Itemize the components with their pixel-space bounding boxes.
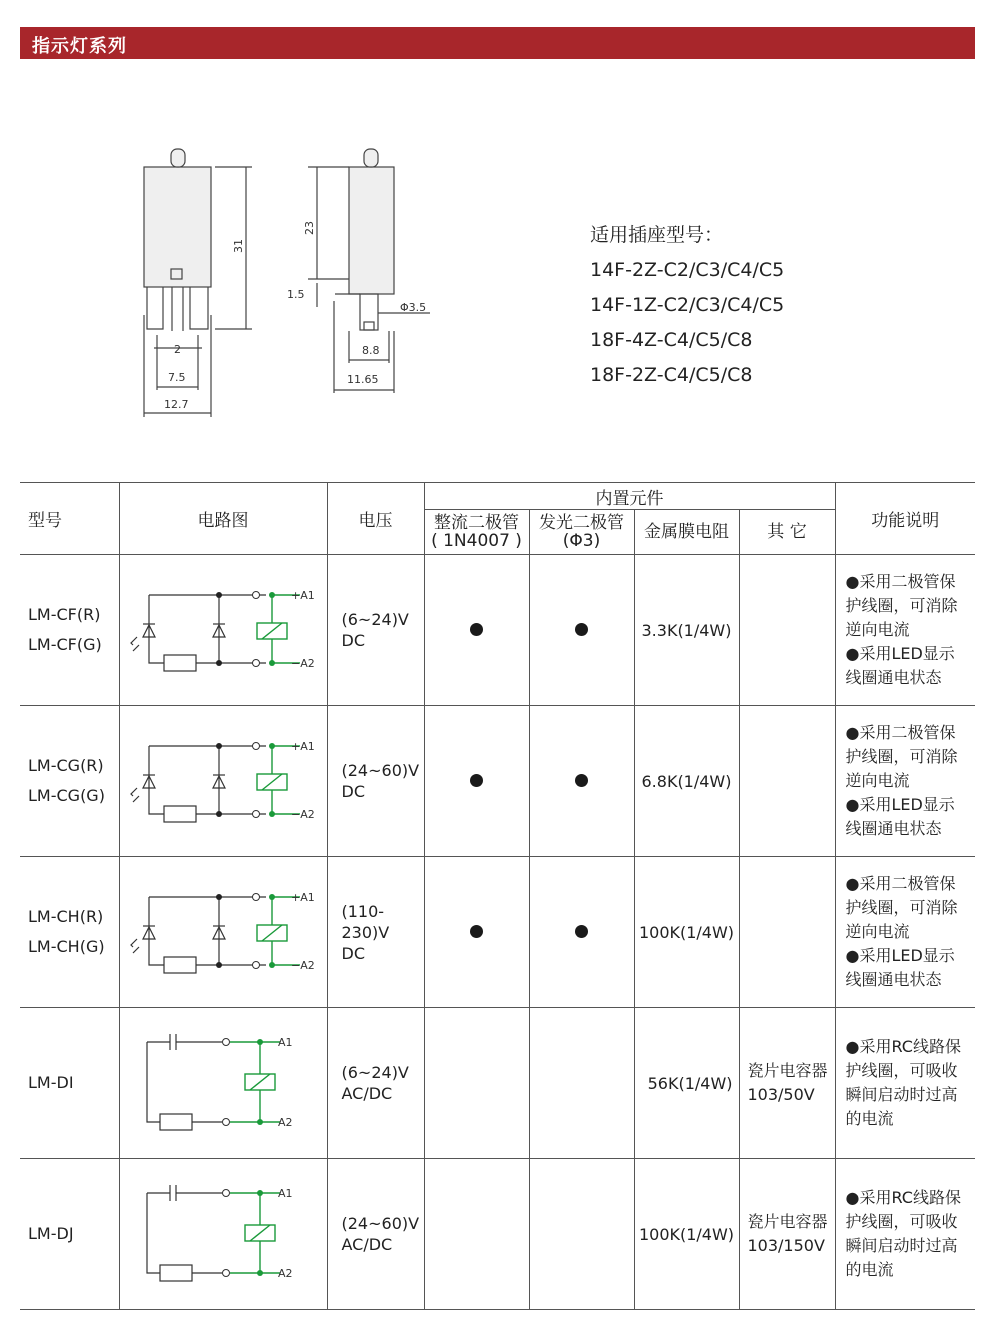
socket-list bbox=[590, 218, 784, 393]
circuit-diagram-led bbox=[119, 555, 327, 706]
header-function: 功能说明 bbox=[835, 483, 975, 555]
circuit-diagram-led bbox=[119, 857, 327, 1008]
function-cell: ●采用二极管保 护线圈，可消除 逆向电流 ●采用LED显示 线圈通电状态 bbox=[835, 857, 975, 1008]
function-cell: ●采用二极管保 护线圈，可消除 逆向电流 ●采用LED显示 线圈通电状态 bbox=[835, 706, 975, 857]
included-dot bbox=[575, 623, 588, 636]
rect-diode-cell bbox=[424, 555, 529, 706]
led-cell bbox=[529, 1159, 634, 1310]
svg-text:A2: A2 bbox=[277, 1116, 293, 1129]
led-cell bbox=[529, 1008, 634, 1159]
table-row bbox=[20, 1159, 975, 1310]
voltage-cell: (110-230)V DC bbox=[327, 857, 424, 1008]
section-title: 指示灯系列 bbox=[32, 36, 127, 57]
model-cell: LM-CF(R) LM-CF(G) bbox=[20, 555, 119, 706]
dim-11-65-label: 11.65 bbox=[347, 373, 379, 386]
rect-diode-cell bbox=[424, 1008, 529, 1159]
svg-text:A1: A1 bbox=[277, 1187, 293, 1200]
table-row bbox=[20, 1008, 975, 1159]
header-led: 发光二极管 (Φ3) bbox=[529, 510, 634, 555]
header-rect-diode: 整流二极管 ( 1N4007 ) bbox=[424, 510, 529, 555]
socket-item: 18F-2Z-C4/C5/C8 bbox=[590, 364, 753, 386]
table-header-row bbox=[20, 483, 975, 510]
svg-text:+A1: +A1 bbox=[290, 740, 315, 753]
svg-text:A2: A2 bbox=[277, 1267, 293, 1280]
table-row bbox=[20, 857, 975, 1008]
resistor-cell: 56K(1/4W) bbox=[634, 1008, 739, 1159]
svg-text:+A1: +A1 bbox=[290, 589, 315, 602]
dim-phi-3-5-label: Φ3.5 bbox=[400, 301, 427, 314]
other-cell: 瓷片电容器 103/50V bbox=[739, 1008, 835, 1159]
resistor-cell: 100K(1/4W) bbox=[634, 1159, 739, 1310]
rect-diode-cell bbox=[424, 857, 529, 1008]
section-header bbox=[20, 27, 975, 59]
resistor-cell: 100K(1/4W) bbox=[634, 857, 739, 1008]
other-cell bbox=[739, 857, 835, 1008]
header-voltage: 电压 bbox=[327, 483, 424, 555]
included-dot bbox=[575, 774, 588, 787]
model-cell: LM-CG(R) LM-CG(G) bbox=[20, 706, 119, 857]
resistor-cell: 6.8K(1/4W) bbox=[634, 706, 739, 857]
included-dot bbox=[470, 925, 483, 938]
included-dot bbox=[575, 925, 588, 938]
circuit-diagram-led bbox=[119, 706, 327, 857]
dim-7-5-label: 7.5 bbox=[168, 371, 186, 384]
voltage-cell: (24~60)V DC bbox=[327, 706, 424, 857]
other-cell bbox=[739, 706, 835, 857]
circuit-diagram-rc bbox=[119, 1008, 327, 1159]
svg-text:A1: A1 bbox=[277, 1036, 293, 1049]
socket-item: 18F-4Z-C4/C5/C8 bbox=[590, 329, 753, 351]
dim-23-label: 23 bbox=[303, 221, 316, 235]
socket-item: 14F-2Z-C2/C3/C4/C5 bbox=[590, 259, 785, 281]
svg-text:+A1: +A1 bbox=[290, 891, 315, 904]
header-circuit: 电路图 bbox=[119, 483, 327, 555]
other-cell: 瓷片电容器 103/150V bbox=[739, 1159, 835, 1310]
socket-item: 14F-1Z-C2/C3/C4/C5 bbox=[590, 294, 785, 316]
function-cell: ●采用RC线路保 护线圈，可吸收 瞬间启动时过高 的电流 bbox=[835, 1159, 975, 1310]
spec-table bbox=[20, 482, 975, 1310]
rect-diode-cell bbox=[424, 706, 529, 857]
model-cell: LM-DJ bbox=[20, 1159, 119, 1310]
included-dot bbox=[470, 623, 483, 636]
header-builtin: 内置元件 bbox=[424, 483, 835, 510]
led-cell bbox=[529, 857, 634, 1008]
model-cell: LM-DI bbox=[20, 1008, 119, 1159]
dimension-drawing bbox=[120, 135, 450, 425]
svg-text:−A2: −A2 bbox=[290, 657, 315, 670]
header-model: 型号 bbox=[20, 483, 119, 555]
header-resistor: 金属膜电阻 bbox=[634, 510, 739, 555]
resistor-cell: 3.3K(1/4W) bbox=[634, 555, 739, 706]
function-cell: ●采用RC线路保 护线圈，可吸收 瞬间启动时过高 的电流 bbox=[835, 1008, 975, 1159]
dim-31-label: 31 bbox=[232, 239, 245, 253]
function-cell: ●采用二极管保 护线圈，可消除 逆向电流 ●采用LED显示 线圈通电状态 bbox=[835, 555, 975, 706]
led-cell bbox=[529, 555, 634, 706]
voltage-cell: (6~24)V AC/DC bbox=[327, 1008, 424, 1159]
rect-diode-cell bbox=[424, 1159, 529, 1310]
other-cell bbox=[739, 555, 835, 706]
socket-list-title: 适用插座型号： bbox=[590, 224, 724, 246]
svg-text:−A2: −A2 bbox=[290, 959, 315, 972]
dim-2-label: 2 bbox=[174, 343, 181, 356]
table-row bbox=[20, 555, 975, 706]
dim-1-5-label: 1.5 bbox=[287, 288, 305, 301]
header-other: 其 它 bbox=[739, 510, 835, 555]
voltage-cell: (24~60)V AC/DC bbox=[327, 1159, 424, 1310]
model-cell: LM-CH(R) LM-CH(G) bbox=[20, 857, 119, 1008]
svg-text:−A2: −A2 bbox=[290, 808, 315, 821]
dim-12-7-label: 12.7 bbox=[164, 398, 189, 411]
included-dot bbox=[470, 774, 483, 787]
circuit-diagram-rc bbox=[119, 1159, 327, 1310]
table-row bbox=[20, 706, 975, 857]
voltage-cell: (6~24)V DC bbox=[327, 555, 424, 706]
led-cell bbox=[529, 706, 634, 857]
dim-8-8-label: 8.8 bbox=[362, 344, 380, 357]
